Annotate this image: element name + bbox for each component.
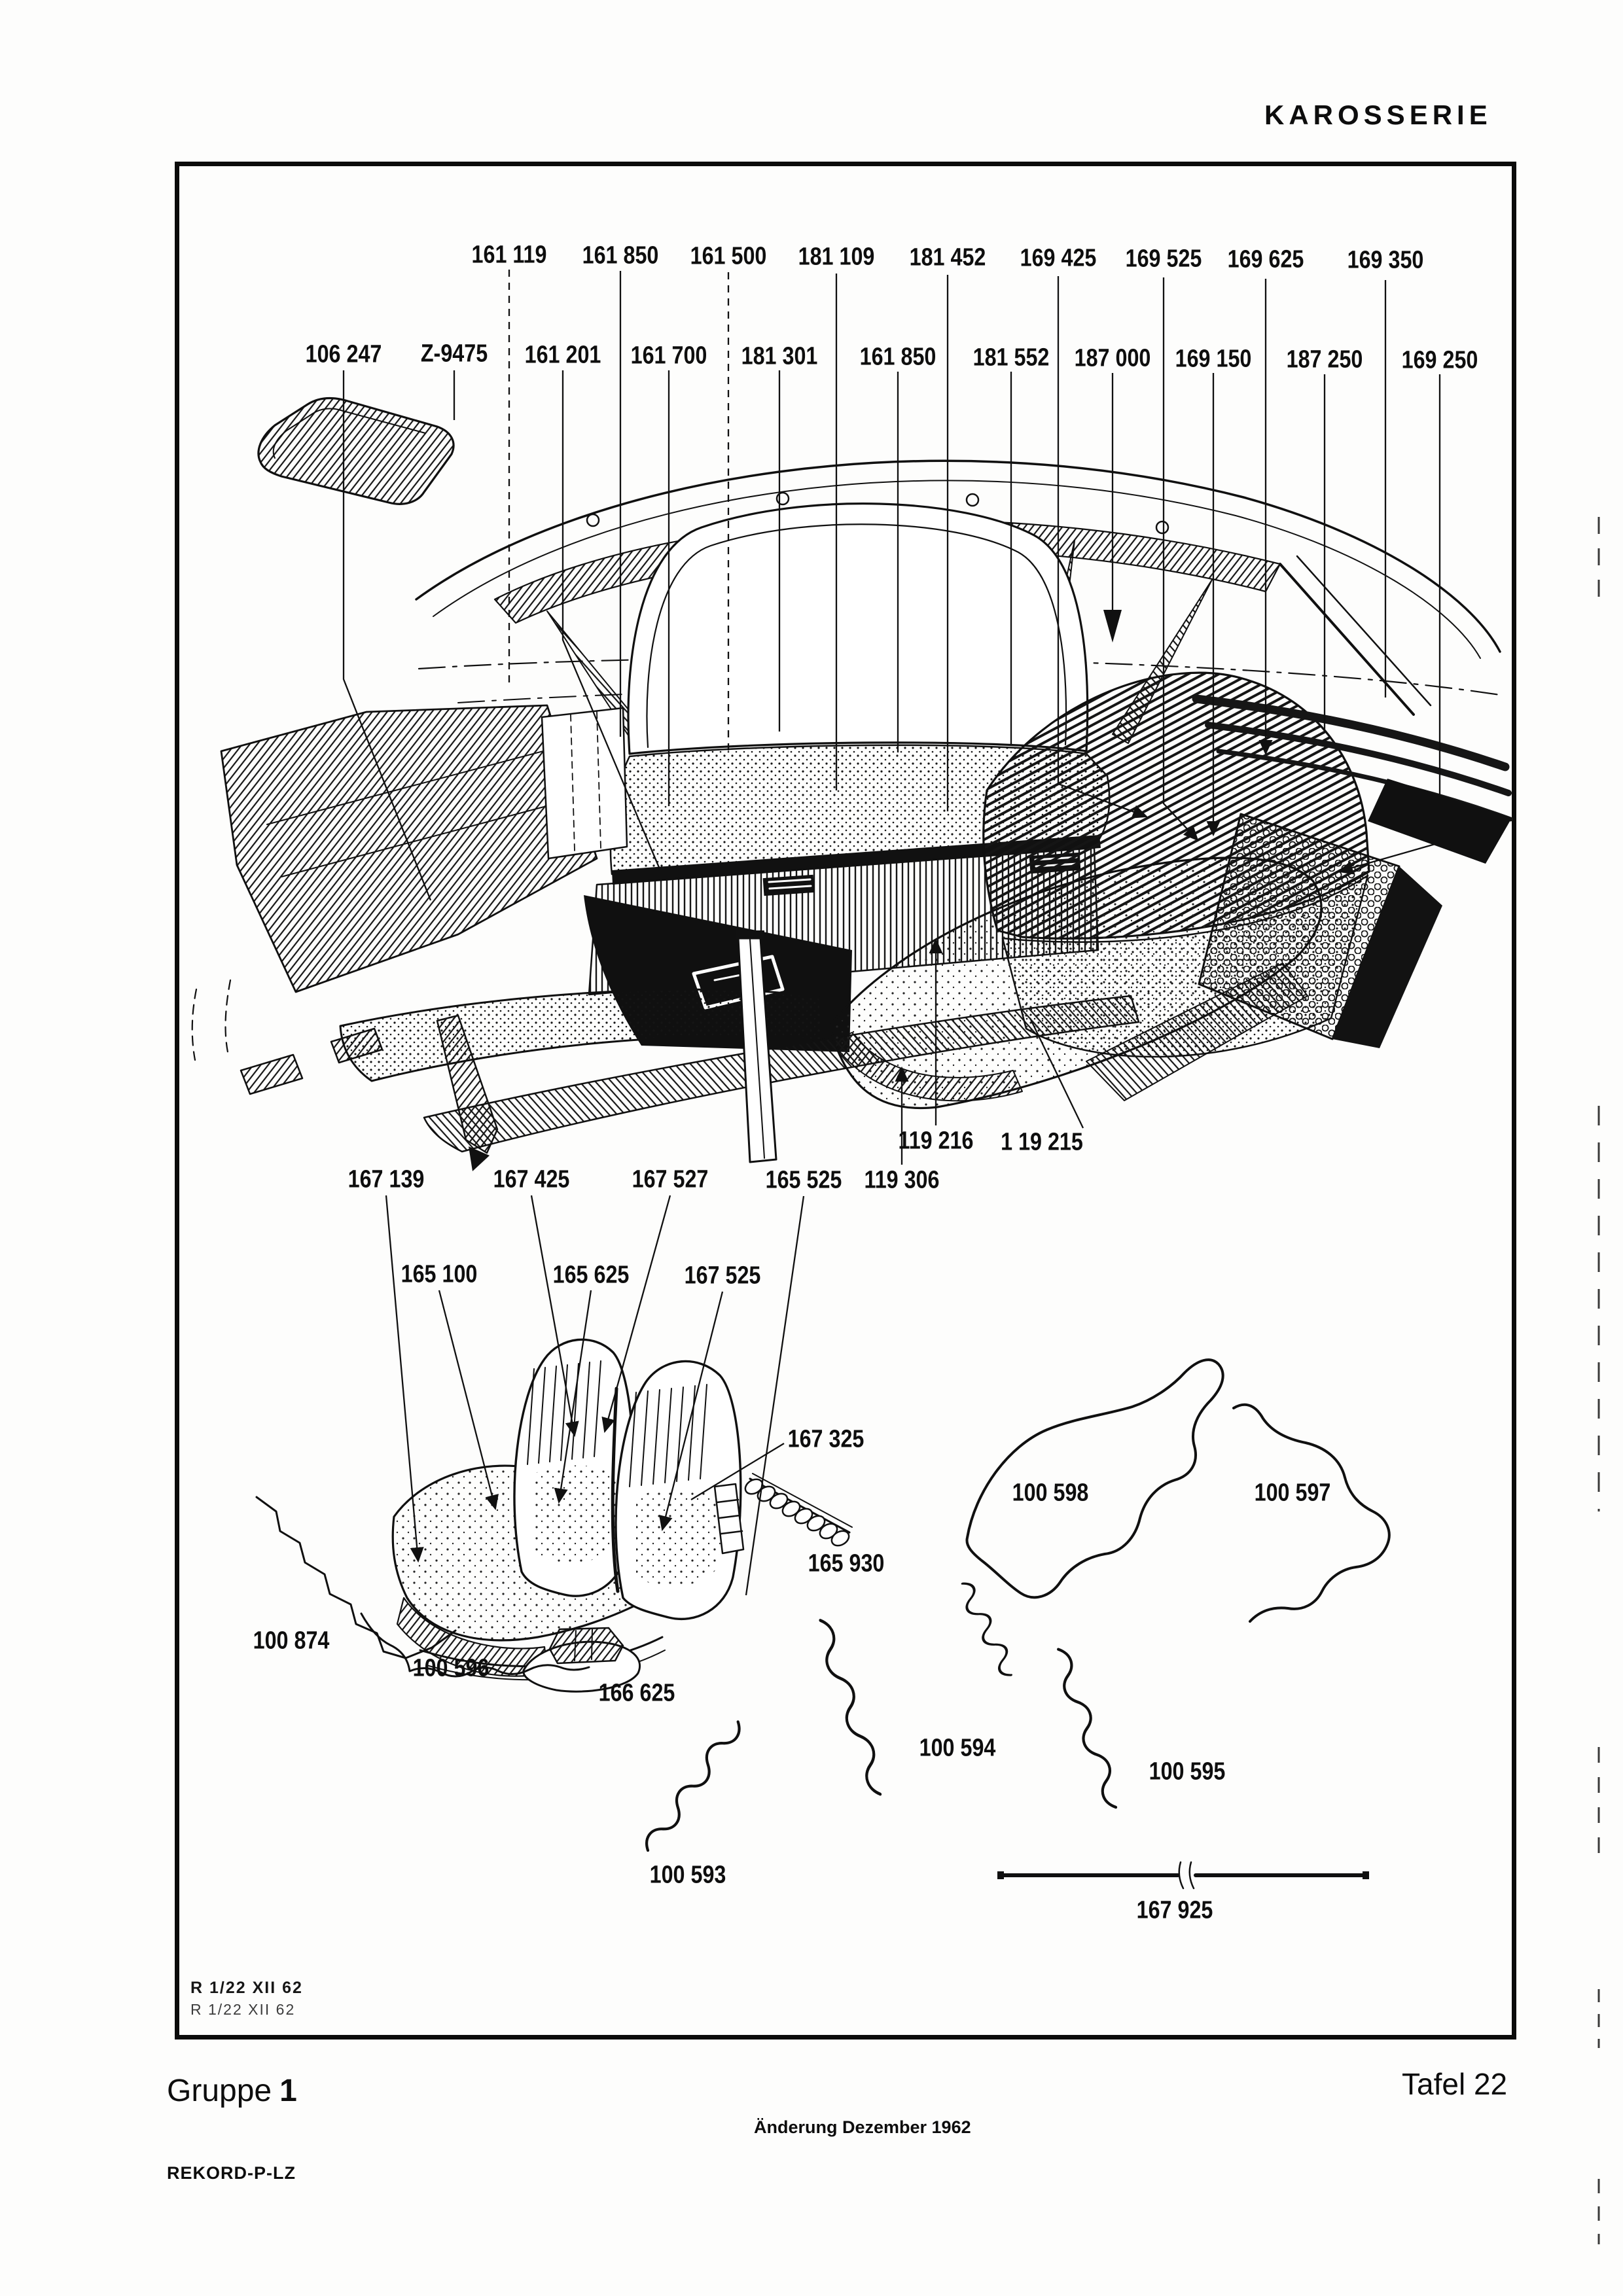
part-label-106-247: 106 247 bbox=[305, 340, 382, 368]
part-label-181-301: 181 301 bbox=[741, 342, 818, 370]
part-label-169-250: 169 250 bbox=[1401, 346, 1478, 374]
part-label-167-527: 167 527 bbox=[632, 1165, 709, 1193]
group-number: 1 bbox=[279, 2074, 297, 2108]
part-label-1-19-215: 1 19 215 bbox=[1001, 1128, 1083, 1156]
part-label-100-593: 100 593 bbox=[649, 1861, 726, 1889]
part-label-161-850: 161 850 bbox=[582, 241, 659, 270]
part-label-167-925: 167 925 bbox=[1136, 1896, 1213, 1924]
plate-number: Tafel 22 bbox=[1402, 2067, 1508, 2101]
part-label-165-930: 165 930 bbox=[808, 1549, 885, 1578]
part-label-187-000: 187 000 bbox=[1074, 344, 1151, 372]
page-title: KAROSSERIE bbox=[1264, 99, 1492, 130]
part-label-169-625: 169 625 bbox=[1227, 245, 1304, 274]
part-label-169-150: 169 150 bbox=[1175, 345, 1252, 373]
part-label-169-425: 169 425 bbox=[1020, 244, 1097, 272]
part-label-100-874: 100 874 bbox=[253, 1627, 330, 1655]
model-code: REKORD-P-LZ bbox=[167, 2163, 296, 2183]
part-label-165-525: 165 525 bbox=[765, 1166, 842, 1194]
group-label: Gruppe bbox=[167, 2074, 272, 2108]
part-label-161-119: 161 119 bbox=[471, 241, 547, 269]
part-label-165-100: 165 100 bbox=[401, 1260, 478, 1288]
part-label-167-139: 167 139 bbox=[348, 1165, 425, 1193]
part-label-119-306: 119 306 bbox=[864, 1166, 940, 1194]
part-label-161-500: 161 500 bbox=[690, 242, 767, 270]
part-label-167-325: 167 325 bbox=[787, 1425, 865, 1453]
change-note: Änderung Dezember 1962 bbox=[754, 2117, 971, 2137]
part-label-181-552: 181 552 bbox=[972, 344, 1050, 372]
part-label-161-700: 161 700 bbox=[630, 342, 707, 370]
part-label-100-594: 100 594 bbox=[919, 1734, 996, 1762]
part-label-181-109: 181 109 bbox=[798, 243, 875, 271]
revision-line-2: R 1/22 XII 62 bbox=[190, 2001, 296, 2018]
part-label-181-452: 181 452 bbox=[909, 243, 986, 272]
part-label-169-525: 169 525 bbox=[1125, 245, 1202, 273]
part-label-165-625: 165 625 bbox=[552, 1261, 630, 1289]
part-label-161-201: 161 201 bbox=[524, 341, 601, 369]
part-label-100-597: 100 597 bbox=[1254, 1479, 1331, 1507]
revision-line-1: R 1/22 XII 62 bbox=[190, 1979, 303, 1997]
part-label-167-425: 167 425 bbox=[493, 1165, 570, 1193]
part-label-100-596: 100 596 bbox=[412, 1654, 490, 1682]
part-label-187-250: 187 250 bbox=[1286, 345, 1363, 374]
part-label-119-216: 119 216 bbox=[898, 1127, 974, 1155]
part-label-z-9475: Z-9475 bbox=[420, 340, 488, 368]
part-label-166-625: 166 625 bbox=[598, 1679, 675, 1707]
part-label-169-350: 169 350 bbox=[1347, 246, 1424, 274]
part-label-161-850: 161 850 bbox=[859, 343, 936, 371]
part-label-167-525: 167 525 bbox=[684, 1262, 761, 1290]
part-label-100-595: 100 595 bbox=[1149, 1757, 1226, 1786]
part-label-100-598: 100 598 bbox=[1012, 1479, 1089, 1507]
